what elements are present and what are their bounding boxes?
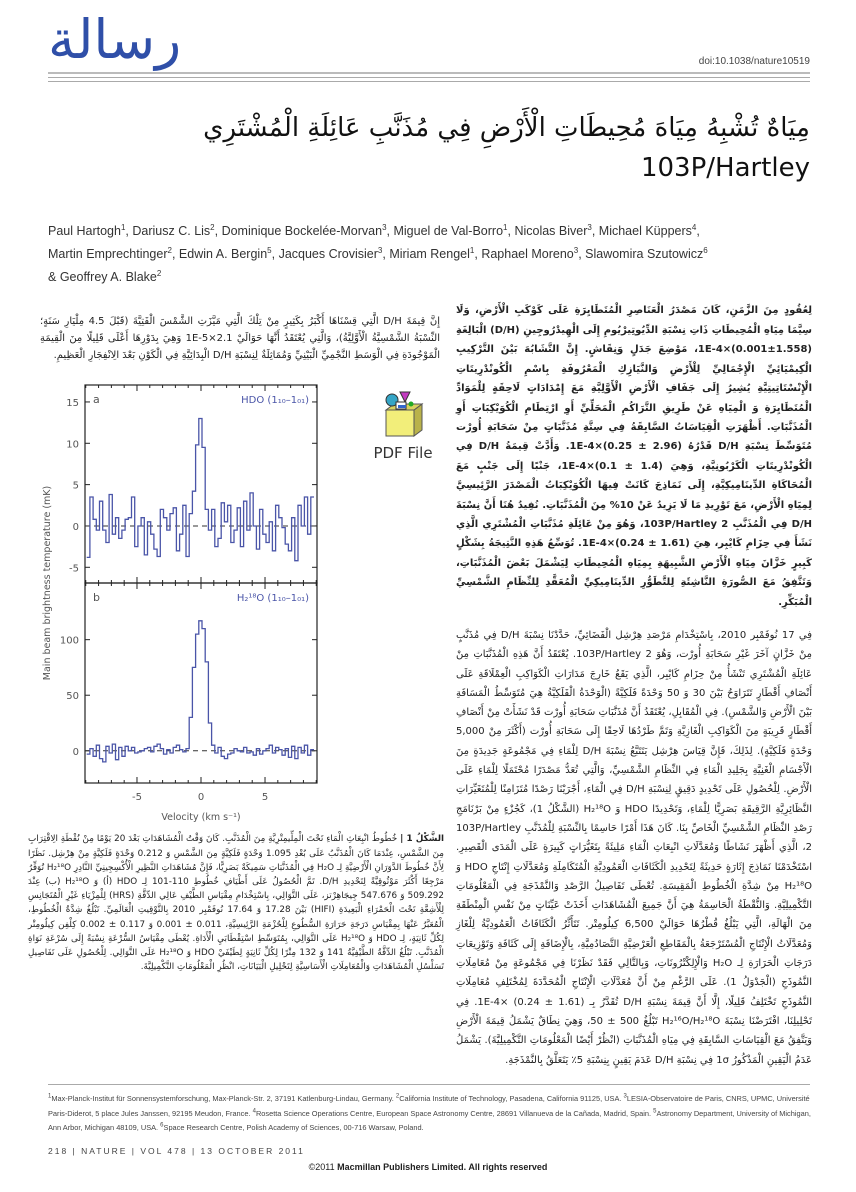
author bbox=[179, 247, 272, 261]
author-name: Dominique Bockelée-Morvan bbox=[221, 224, 383, 239]
author-name: Nicolas Biver bbox=[514, 224, 588, 239]
folio: 218 | NATURE | VOL 478 | 13 OCTOBER 2011 bbox=[48, 1146, 305, 1157]
y-tick-label: 50 bbox=[66, 691, 79, 703]
author-list: Paul Hartogh$^1$, Dariusz C. Lis$^2$, Dominique Bockelée-Morvan$^3$, Miguel de Val-Borro$^1$, Nicolas Biver$^3$, Michael Küppers$^4$, Martin Emprechtinger$^2$, Edwin A. Bergin$^5$, Jacques Crovisier$^3$, Miriam Rengel$^1$, Raphael Moreno$^3$, Slawomira Szutowicz$^6$ & Geoffrey A. Blake$^2$ bbox=[48, 223, 708, 285]
intro-paragraph: إِنَّ قِيمَةَ D/H الَّتِي قِسْنَاهَا أَكْبَرُ بِكَثِيرٍ مِنْ تِلْكَ الَّتِي مَيَّزَتِ الشَّمْسَ الْفَتِيَّةَ (قَبْلَ 4.5 مِلْيَارِ سَنَةٍ؛ النِّسْبَةُ الشَّمْسِيَّةُ الْأَوَّلِيَّةُ)، وَالَّتِي يُعْتَقَدُ أَنَّهَا حَوَالَيْ 2.1×1E-5 وَهِيَ بِدَوْرِهَا أَعْلَى قَلِيلًا مِنَ الْقِيمَةِ الْمَوْجُودَةِ فِي الْوَسَطِ النَّجْمِيِّ الْبَيْنِيِّ وَمُمَاثِلَةٌ لِنِسْبَةِ D/H الْبِدَائِيَّةِ فِي الْكَوْنِ بَعْدَ الِانْفِجَارِ الْعَظِيمِ. bbox=[40, 316, 441, 362]
affiliation-mark: 2 bbox=[167, 246, 172, 256]
left-column bbox=[28, 301, 444, 974]
author-name: Martin Emprechtinger bbox=[48, 247, 168, 262]
affiliation-footnote: $^5$Astronomy Department, University of Michigan, Ann Arbor, Michigan 48109, USA. bbox=[48, 1108, 811, 1133]
spectrum-line-a bbox=[87, 419, 314, 561]
x-tick-label: 0 bbox=[197, 792, 205, 804]
article-title: مِيَاهٌ تُشْبِهُ مِيَاهَ مُحِيطَاتِ الْأَرْضِ فِي مُذَنَّبِ عَائِلَةِ الْمُشْتَرِي 103P/Hartley bbox=[203, 113, 810, 183]
y-tick-label: -5 bbox=[69, 563, 79, 575]
affiliation-mark: 3 bbox=[587, 223, 592, 232]
author bbox=[222, 224, 387, 238]
y-tick-label: 0 bbox=[72, 747, 79, 759]
y-tick-label: 5 bbox=[72, 481, 79, 493]
affiliation-mark: 6 bbox=[703, 246, 708, 256]
author bbox=[48, 247, 172, 261]
affiliation-mark: 1 bbox=[503, 223, 508, 232]
panel-label: b bbox=[93, 591, 100, 605]
copyright-text: Macmillan Publishers Limited. All rights reserved bbox=[337, 1162, 548, 1173]
affiliation-footnote: $^6$Space Research Centre, Polish Academy of Sciences, 00-716 Warsaw, Poland. bbox=[160, 1122, 424, 1133]
panel-label: a bbox=[93, 393, 100, 407]
copyright-year: ©2011 bbox=[308, 1162, 335, 1173]
author-name: Dariusz C. Lis bbox=[132, 224, 211, 239]
masthead bbox=[48, 0, 810, 72]
author bbox=[585, 247, 708, 261]
y-tick-label: 100 bbox=[59, 636, 79, 648]
author-name: Miriam Rengel bbox=[389, 247, 470, 262]
y-tick-label: 0 bbox=[72, 522, 79, 534]
author-name: Raphael Moreno bbox=[481, 247, 574, 262]
caption-text: خُطُوطُ انْبِعَاثِ الْمَاءِ تَحْتَ الْمِلِّيمِتْرِيَّةِ مِنَ الْمُذَنَّبِ. كَانَ وَقْتُ الْمُشَاهَدَاتِ بَعْدَ 20 يَوْمًا مِنْ نُقْطَةِ الِاقْتِرَابِ مِنَ الشَّمْسِ، عِنْدَمَا كَانَ الْمُذَنَّبُ عَلَى بُعْدِ 1.095 وَحْدَةٍ فَلَكِيَّةٍ مِنَ الشَّمْسِ وَ 0.212 وَحْدَةٍ فَلَكِيَّةٍ مِنْ هِرْشِل. نَظَرًا لِأَنَّ خُطُوطَ الدَّوَرَانِ الْأَرْضِيَّةِ لِـ H₂O فِي الْمُذَنَّبَاتِ سَمِيكَةٌ بَصَرِيًّا، فَإِنَّ مُشَاهَدَاتِ النَّظِيرِ الْأُكْسِجِينِيِّ النَّادِرِ H₂¹⁸O تُوَفِّرُ مَرْجِعًا أَكْثَرَ مَوْثُوقِيَّةً لِتَحْدِيدِ D/H. تَمَّ الْحُصُولُ عَلَى أَطْيَافِ خُطُوطِ 110-101 لِـ HDO (أ) وَ H₂¹⁸O (ب) عِنْدَ 509.292 وَ 547.676 جِيجَاهِرْتز، عَلَى التَّوَالِي، بِاسْتِخْدَامِ مِقْيَاسِ الطَّيْفِ عَالِي الدِّقَّةِ (HRS) لِلْمِزْيَاءِ غَيْرِ الْمُتَجَانِسِ لِلْأَشِعَّةِ تَحْتَ الْحَمْرَاءِ الْبَعِيدَةِ (HIFI) بَيْنَ 17.28 وَ 17.64 نُوفَمْبِر 2010 بِالتَّوْقِيتِ الْعَالَمِيِّ. تَبْلُغُ شِدَّةُ الْخُطُوطِ، الْمُعَبَّرُ عَنْهَا بِمِقْيَاسِ دَرَجَةِ حَرَارَةِ السُّطُوعِ لِلْحُزْمَةِ الرَّئِيسِيَّةِ، 0.011 ± 0.001 وَ 0.117 ± 0.002 كِلْفِن كِيلُومِتْر لِكُلِّ ثَانِيَةٍ، لِـ HDO وَ H₂¹⁸O عَلَى التَّوَالِي، بِمُتَوَسِّطِ اسْتِقْطَابَيِ الْأَدَاةِ. يُعْطَى مِقْيَاسُ السُّرْعَةِ نِسْبَةً إِلَى سُرْعَةِ نَوَاةِ الْمُذَنَّبِ. تَبْلُغُ الدِّقَّةُ الطَّيْفِيَّةُ 141 وَ 132 مِتْرًا لِكُلِّ ثَانِيَةٍ لِطَيْفَيْ HDO وَ H₂¹⁸O عَلَى التَّوَالِي. لِلْحُصُولِ عَلَى تَفَاصِيلِ تَسَلْسُلِ الْمُشَاهَدَاتِ وَالْمُعَامِلَاتِ الْأَسَاسِيَّةِ لِتَحْلِيلِ الْبَيَانَاتِ، انْظُرِ الْمَعْلُومَاتِ التَّكْمِيلِيَّةَ. bbox=[28, 834, 445, 973]
footer-rule bbox=[48, 1084, 810, 1085]
affiliation-mark: 5 bbox=[267, 246, 272, 256]
affiliation-mark: 1 bbox=[469, 246, 475, 256]
article-columns bbox=[0, 301, 856, 1069]
affiliation-footnote: $^3$LESIA-Observatoire de Paris, CNRS, UPMC, Université Paris-Diderot, 5 place Jules Janssen, 92195 Meudon, France. bbox=[48, 1093, 810, 1118]
author bbox=[481, 247, 578, 261]
author-name: Slawomira Szutowicz bbox=[585, 247, 704, 262]
affiliation-mark: 3 bbox=[573, 246, 579, 256]
affiliation-mark: 4 bbox=[691, 223, 697, 232]
author bbox=[48, 224, 125, 238]
author-name: Michael Küppers bbox=[598, 224, 692, 239]
copyright bbox=[0, 1162, 856, 1172]
affiliation-footnote: $^1$Max-Planck-Institut für Sonnensystemforschung, Max-Planck-Str. 2, 37191 Katlenburg-Lindau, Germany. bbox=[48, 1093, 396, 1104]
series-label: H₂¹⁸O (1₁₀–1₀₁) bbox=[236, 593, 309, 605]
x-axis-label: Velocity (km s⁻¹) bbox=[161, 812, 241, 824]
x-tick-label: 5 bbox=[261, 792, 269, 804]
pdf-attachment[interactable] bbox=[363, 390, 443, 462]
author bbox=[132, 224, 214, 238]
panel-frame bbox=[85, 385, 317, 583]
caption-label: الشَّكْلُ 1 | bbox=[400, 834, 445, 845]
affiliation-footnote: $^4$Rosetta Science Operations Centre, European Space Astronomy Centre, 28691 Villanueva de la Cañada, Madrid, Spain. bbox=[252, 1108, 654, 1118]
author bbox=[393, 224, 507, 238]
spectrum-line-b bbox=[87, 621, 314, 762]
author bbox=[279, 247, 383, 261]
affiliations bbox=[48, 1091, 813, 1134]
affiliation-mark: 1 bbox=[120, 223, 126, 232]
affiliation-footnote: $^2$California Institute of Technology, Pasadena, California 91125, USA. bbox=[395, 1093, 624, 1104]
pdf-file-icon bbox=[378, 390, 428, 438]
y-axis-label: Main beam brightness temperature (mK) bbox=[42, 486, 53, 681]
affiliation-mark: 2 bbox=[156, 269, 162, 279]
author-name: Geoffrey A. Blake bbox=[59, 270, 157, 285]
author bbox=[389, 247, 474, 261]
series-label: HDO (1₁₀–1₀₁) bbox=[241, 395, 309, 407]
right-column bbox=[456, 301, 812, 1069]
author-name: Jacques Crovisier bbox=[278, 247, 378, 262]
figure-caption bbox=[28, 832, 444, 974]
body-paragraph: فِي 17 نُوفَمْبِر 2010، بِاسْتِخْدَامِ مَرْصَدِ هِرْشِل الْفَضَائِيِّ، حَدَّدْنَا نِسْبَةَ D/H فِي مُذَنَّبٍ مِنْ خَزَّانٍ آخَرَ غَيْرِ سَحَابَةِ أُورْت، وَهُوَ 103P/Hartley 2. يُعْتَقَدُ أَنَّ هَذِهِ الْمُذَنَّبَاتِ مِنْ عَائِلَةِ الْمُشْتَرِي تَنْشَأُ مِنْ حِزَامِ كَايْبِر، الَّذِي يَقَعُ خَارِجَ مَدَارَاتِ الْكَوَاكِبِ الْعِمْلَاقَةِ عَلَى أَنْصَافِ أَقْطَارٍ تَتَرَاوَحُ بَيْنَ 30 وَ 50 وَحْدَةً فَلَكِيَّةً (الْوَحْدَةُ الْفَلَكِيَّةُ هِيَ مُتَوَسِّطُ الْمَسَافَةِ بَيْنَ الْأَرْضِ وَالشَّمْسِ). فِي الْمُقَابِلِ، يُعْتَقَدُ أَنَّ مُذَنَّبَاتِ سَحَابَةِ أُورْت قَدْ نَشَأَتْ مِنْ أَنْصَافِ أَقْطَارٍ قَرِيبَةٍ مِنَ الْكَوَاكِبِ الْغَازِيَّةِ وَتَمَّ طَرْدُهَا لَاحِقًا إِلَى سَحَابَةِ أُورْت (أَكْثَرَ مِنْ 5,000 وَحْدَةٍ فَلَكِيَّةٍ). لِذَلِكَ، فَإِنَّ قِيَاسَ هِرْشِل يَتَتَبَّعُ نِسْبَةَ D/H لِلْمَاءِ فِي مَجْمُوعَةٍ جَدِيدَةٍ مِنَ الْأَجْسَامِ الْغَنِيَّةِ بِجَلِيدِ الْمَاءِ فِي النِّظَامِ الشَّمْسِيِّ، وَالَّتِي تُعَدُّ مَصْدَرًا مُحْتَمَلًا لِلْمَاءِ عَلَى الْأَرْضِ. لِلْحُصُولِ عَلَى تَحْدِيدٍ دَقِيقٍ لِنِسْبَةِ D/H فِي الْمَاءِ، أَجْرَيْنَا رَصْدًا مُتَزَامِنًا لِلْمُتَغَيِّرَاتِ النَّظَائِرِيَّةِ الرَّقِيقَةِ بَصَرِيًّا لِلْمَاءِ، وَتَحْدِيدًا HDO وَ H₂¹⁸O (الشَّكْلُ 1)، كَجُزْءٍ مِنْ بَرْنَامَجِ رَصْدِ النِّظَامِ الشَّمْسِيِّ الْخَاصِّ بِنَا. كَانَ هَذَا أَمْرًا حَاسِمًا بِالنِّسْبَةِ لِلْمُذَنَّبِ 103P/Hartley 2، الَّذِي أَظْهَرَ نَشَاطًا وَمُعَدَّلَاتِ انْبِعَاثِ الْمَاءِ مَلِيئَةً بِتَغَيُّرَاتٍ كَبِيرَةٍ عَلَى الْمَدَى الْقَصِيرِ. اسْتَخْدَمْنَا نَمَاذِجَ إِثَارَةٍ حَدِيثَةً لِتَحْدِيدِ الْكَثَافَاتِ الْعَمُودِيَّةِ الْمُتَكَامِلَةِ وَمُعَدَّلَاتِ إِنْتَاجِ HDO وَ H₂¹⁸O مِنْ شِدَّةِ الْخُطُوطِ الْمَقِيسَةِ. تُعْطَى تَفَاصِيلُ الرَّصْدِ وَالنَّمْذَجَةِ فِي الْمَعْلُومَاتِ التَّكْمِيلِيَّةِ. وَالنُّقْطَةُ الْحَاسِمَةُ هِيَ أَنَّ جَمِيعَ الْمُشَاهَدَاتِ أَخَذَتْ عَيِّنَاتٍ مِنْ نَفْسِ الْمِنْطَقَةِ مِنَ الْهَالَةِ، الَّتِي يَبْلُغُ قُطْرُهَا حَوَالَيْ 6,500 كِيلُومِتْر. تَتَأَثَّرُ الْكَثَافَاتُ الْعَمُودِيَّةُ لِلْغَازِ وَمُعَدَّلَاتُ الْإِنْتَاجِ الْمُسْتَرْجَعَةُ بِالْمَقَاطِعِ الْعَرْضِيَّةِ التَّصَادُمِيَّةِ، بِالْإِضَافَةِ إِلَى كَثَافَةِ وَتَوْزِيعَاتِ دَرَجَاتِ الْحَرَارَةِ لِـ H₂O وَالْإِلِكْتْرُونَاتِ، وَبِالتَّالِي فَقَدْ نَظَرْنَا فِي مَجْمُوعَةٍ مِنْ مُعَامِلَاتِ النَّمُوذَجِ (الْجَدْوَلُ 1). عَلَى الرَّغْمِ مِنْ أَنَّ مُعَدَّلَاتِ الْإِنْتَاجِ الْمُحَدَّدَةَ لِمُخْتَلِفِ مُعَامِلَاتِ النَّمُوذَجِ تَخْتَلِفُ قَلِيلًا، إِلَّا أَنَّ قِيمَةَ نِسْبَةِ D/H تُقَدَّرُ بِـ (1.61 ± 0.24) ×1E-4. فِي تَحْلِيلِنَا، افْتَرَضْنَا نِسْبَةَ H₂¹⁶O/H₂¹⁸O تَبْلُغُ 500 ± 50، وَهِيَ نِطَاقٌ يَشْمَلُ قِيمَةَ الْأَرْضِ وَيَتَّفِقُ مَعَ الْقِيَاسَاتِ السَّابِقَةِ فِي مِيَاهِ الْمُذَنَّبَاتِ (انْظُرْ أَيْضًا الْمَعْلُومَاتِ التَّكْمِيلِيَّةَ). يَشْمَلُ عَدَمُ الْيَقِينِ الْمَذْكُورُ 1σ فِي نِسْبَةِ D/H عَدَمَ يَقِينٍ بِنِسْبَةِ 5٪ يَتَعَلَّقُ بِالنَّمْذَجَةِ. bbox=[456, 629, 813, 1066]
header-rule bbox=[48, 81, 810, 82]
affiliation-mark: 3 bbox=[382, 223, 387, 232]
affiliation-mark: 2 bbox=[210, 223, 215, 232]
x-tick-label: -5 bbox=[131, 792, 142, 804]
author-name: Miguel de Val-Borro bbox=[393, 224, 504, 239]
pdf-file-label: PDF File bbox=[373, 444, 433, 463]
figure-1-spectra-chart bbox=[30, 378, 330, 828]
author-name: Paul Hartogh bbox=[48, 224, 121, 239]
doi[interactable]: doi:10.1038/nature10519 bbox=[698, 56, 810, 67]
section-logo: رسالة bbox=[48, 8, 182, 71]
figure-row bbox=[28, 378, 444, 828]
author bbox=[60, 270, 162, 284]
author-name: Edwin A. Bergin bbox=[178, 247, 268, 262]
header-rule bbox=[48, 72, 810, 74]
header-rule bbox=[48, 77, 810, 78]
author bbox=[599, 224, 697, 238]
affiliation-mark: 3 bbox=[377, 246, 383, 256]
author bbox=[514, 224, 591, 238]
abstract: لِعُقُودٍ مِنَ الزَّمَنِ، كَانَ مَصْدَرُ الْعَنَاصِرِ الْمُتَطَايِرَةِ عَلَى كَوْكَبِ الْأَرْضِ، وَلَا سِيَّمَا مِيَاهِ الْمُحِيطَاتِ ذَاتِ نِسْبَةِ الدِّيُوتِيرْيُومِ إِلَى الْهِيدْرُوجِينِ (D/H) الْبَالِغَةِ (1.558±0.001)×1E-4، مَوْضِعَ جَدَلٍ وَنِقَاشٍ. إِنَّ التَّشَابُهَ بَيْنَ التَّرْكِيبِ الْكِيمْيَائِيِّ الْإِجْمَالِيِّ لِلْأَرْضِ وَالنَّيَازِكِ الْمَعْرُوفَةِ بِاسْمِ الْكُونْدْرِيتَاتِ الْإِنْسْتَاتِيتِيَّةِ يُشِيرُ إِلَى جَفَافِ الْأَرْضِ الْأَوَّلِيَّةِ مَعَ إِمْدَادَاتٍ لَاحِقَةٍ لِلْمَوَادِّ الْمُتَطَايِرَةِ وَ الْمِيَاهِ عَنْ طَرِيقِ التَّرَاكُمِ الْمَحَلِّيِّ أَوِ ارْتِطَامِ الْكُوَيْكِبَاتِ أَوِ الْمُذَنَّبَاتِ. أَظْهَرَتِ الْقِيَاسَاتُ السَّابِقَةُ فِي سِتَّةِ مُذَنَّبَاتٍ مِنْ سَحَابَةِ أُورْت مُتَوَسِّطَ نِسْبَةِ D/H قَدْرُهُ (2.96 ± 0.25)×1E-4. وَأَدَّتْ قِيمَةُ D/H فِي الْكُونْدْرِيتَاتِ الْكَرْبُونِيَّةِ، وَهِيَ (1.4 ± 0.1)×1E-4، جَنْبًا إِلَى جَنْبٍ مَعَ الْمُحَاكَاةِ الدِّينَامِيكِيَّةِ، إِلَى نَمَاذِجَ كَانَتْ فِيهَا الْكُوَيْكِبَاتُ الْمَصْدَرَ الرَّئِيسِيَّ لِمِيَاهِ الْأَرْضِ، مَعَ تَوْرِيدِ مَا لَا يَزِيدُ عَنْ 10% مِنَ الْمُذَنَّبَاتِ. نُفِيدُ هُنَا أَنَّ نِسْبَةَ D/H فِي الْمُذَنَّبِ 103P/Hartley 2، وَهُوَ مِنْ عَائِلَةِ مُذَنَّبَاتِ الْمُشْتَرِي الَّذِي نَشَأَ فِي حِزَامِ كَايْبِر، هِيَ (1.61 ± 0.24)×1E-4. تُوَسِّعُ هَذِهِ النَّتِيجَةُ بِشَكْلٍ كَبِيرٍ خَزَّانَ مِيَاهِ الْأَرْضِ الشَّبِيهَةِ بِمِيَاهِ الْمُحِيطَاتِ لِيَشْمَلَ بَعْضَ الْمُذَنَّبَاتِ، وَتَتَّفِقُ مَعَ الصُّورَةِ النَّاشِئَةِ لِلتَّطَوُّرِ الدِّينَامِيكِيِّ الْمُعَقَّدِ لِلنِّظَامِ الشَّمْسِيِّ الْمُبَكِّرِ. bbox=[456, 305, 813, 608]
y-tick-label: 15 bbox=[66, 398, 79, 410]
y-tick-label: 10 bbox=[66, 439, 79, 451]
